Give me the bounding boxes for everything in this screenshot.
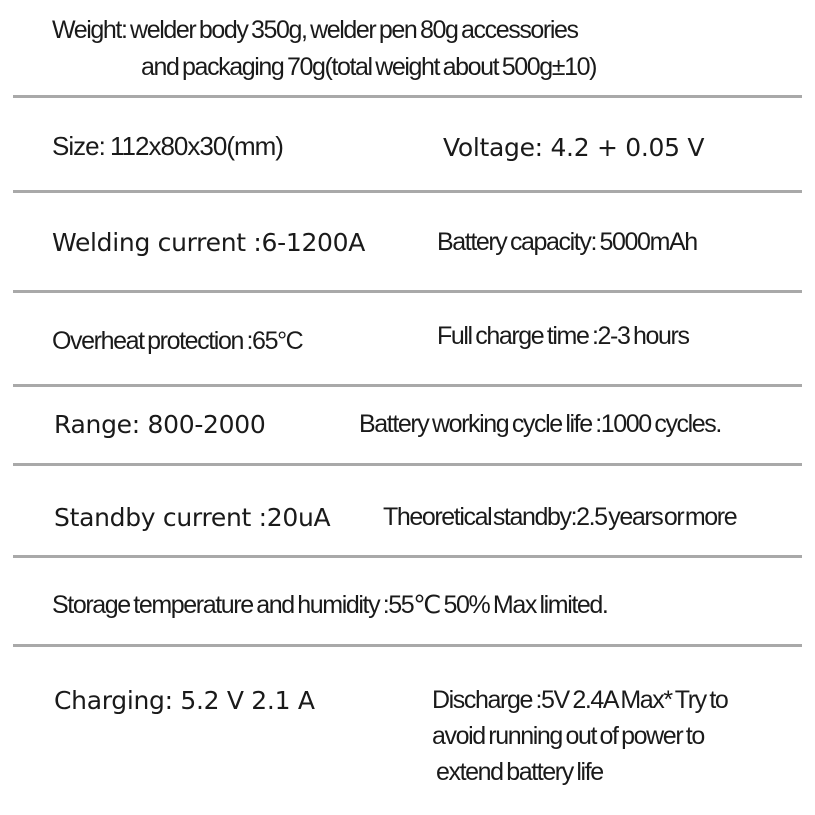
weight-line-1: Weight: welder body 350g, welder pen 80g accessories [52, 16, 578, 44]
welding-current-spec: Welding current :6-1200A [52, 228, 366, 257]
theoretical-standby-spec: Theoretical standby:2.5 years or more [383, 503, 737, 531]
weight-line-2: and packaging 70g(total weight about 500g±10) [141, 53, 597, 81]
divider [13, 555, 802, 558]
divider [13, 644, 802, 647]
standby-current-spec: Standby current :20uA [54, 503, 331, 532]
range-spec: Range: 800-2000 [54, 410, 266, 439]
divider [13, 384, 802, 387]
battery-cycle-life-spec: Battery working cycle life :1000 cycles. [359, 410, 721, 438]
charging-spec: Charging: 5.2 V 2.1 A [54, 686, 315, 715]
discharge-spec-line-3: extend battery life [436, 758, 603, 786]
voltage-spec: Voltage: 4.2 + 0.05 V [443, 133, 705, 162]
discharge-spec-line-1: Discharge :5V 2.4A Max* Try to [432, 686, 728, 714]
overheat-protection-spec: Overheat protection :65°C [52, 327, 303, 355]
full-charge-time-spec: Full charge time :2-3 hours [437, 322, 689, 350]
size-spec: Size: 112x80x30(mm) [52, 131, 283, 161]
divider [13, 190, 802, 193]
divider [13, 290, 802, 293]
storage-spec: Storage temperature and humidity :55℃ 50% Max limited. [52, 591, 608, 619]
discharge-spec-line-2: avoid running out of power to [432, 722, 704, 750]
battery-capacity-spec: Battery capacity: 5000mAh [437, 228, 697, 256]
divider [13, 463, 802, 466]
divider [13, 95, 802, 98]
